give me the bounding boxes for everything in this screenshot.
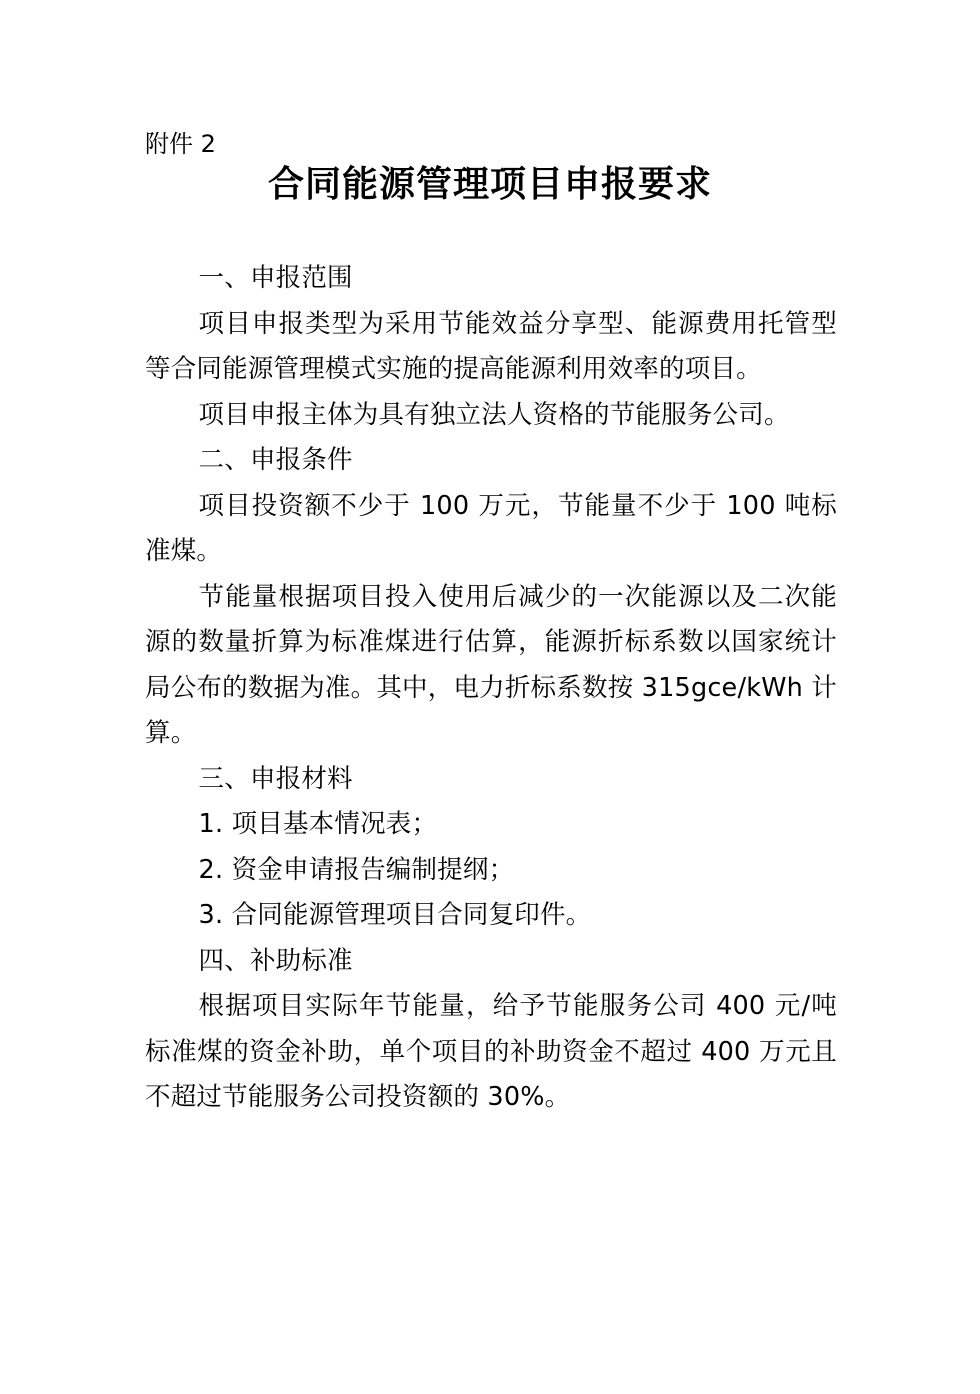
document-body <box>145 256 837 1121</box>
paragraph-conditions-calculation: 节能量根据项目投入使用后减少的一次能源以及二次能源的数量折算为标准煤进行估算，能源折标系数以国家统计局公布的数据为准。其中，电力折标系数按 315gce/kWh 计算。 <box>145 581 837 748</box>
section-heading-conditions: 二、申报条件 <box>198 445 353 475</box>
list-item-materials-3: 3. 合同能源管理项目合同复印件。 <box>198 900 592 930</box>
paragraph-subsidy-standard: 根据项目实际年节能量，给予节能服务公司 400 元/吨标准煤的资金补助，单个项目的补助资金不超过 400 万元且不超过节能服务公司投资额的 30%。 <box>145 991 837 1112</box>
paragraph-scope-entity: 项目申报主体为具有独立法人资格的节能服务公司。 <box>198 399 790 430</box>
attachment-label: 附件 2 <box>145 130 216 158</box>
list-item-materials-1: 1. 项目基本情况表； <box>198 809 438 839</box>
section-heading-subsidy: 四、补助标准 <box>198 945 353 976</box>
section-heading-materials: 三、申报材料 <box>198 763 353 794</box>
page-title: 合同能源管理项目申报要求 <box>267 163 712 205</box>
paragraph-conditions-threshold: 项目投资额不少于 100 万元，节能量不少于 100 吨标准煤。 <box>145 490 837 566</box>
section-heading-scope: 一、申报范围 <box>198 263 353 293</box>
paragraph-scope-type: 项目申报类型为采用节能效益分享型、能源费用托管型等合同能源管理模式实施的提高能源利用效率的项目。 <box>145 308 837 384</box>
list-item-materials-2: 2. 资金申请报告编制提纲； <box>198 854 515 885</box>
